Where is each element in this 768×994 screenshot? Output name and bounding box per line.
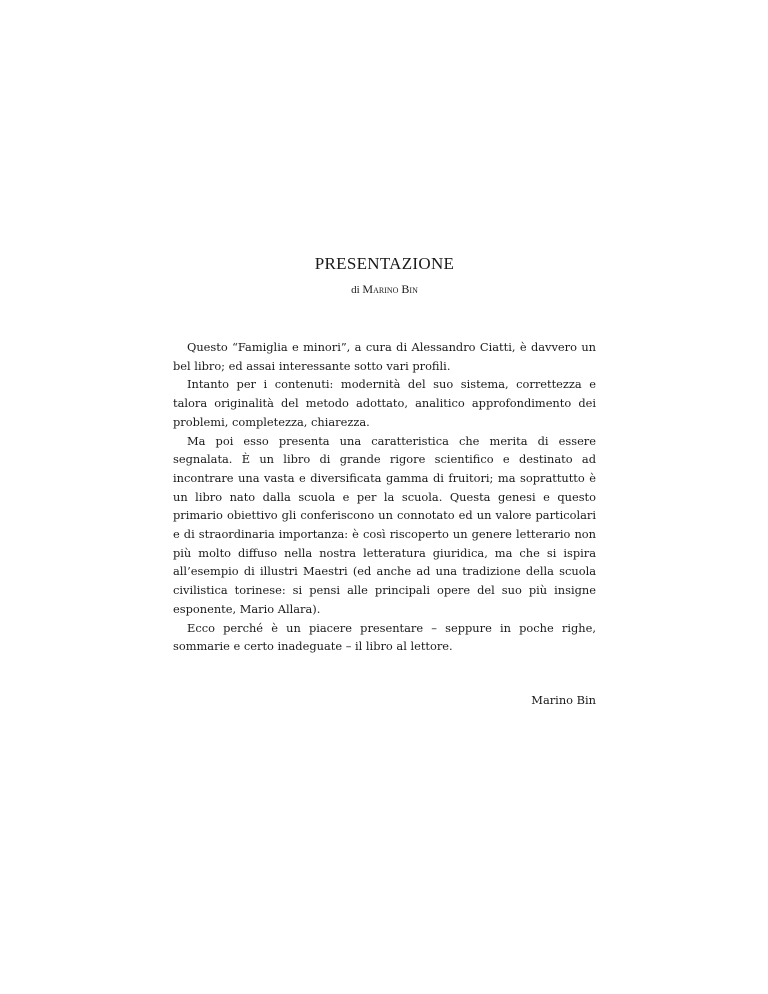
paragraph: Questo “Famiglia e minori”, a cura di Alessandro Ciatti, è davvero un bel libro; ed assai interessante sotto vari profili.: [173, 340, 596, 373]
paragraph: Intanto per i contenuti: modernità del suo sistema, correttezza e talora originalità del metodo adottato, analitico approfondimento dei problemi, completezza, chiarezza.: [173, 377, 596, 429]
document-page: [173, 254, 596, 707]
paragraph: Ecco perché è un piacere presentare – seppure in poche righe, sommarie e certo inadeguate – il libro al lettore.: [173, 620, 596, 654]
byline-author: Marino Bin: [362, 282, 418, 296]
paragraph: Ma poi esso presenta una caratteristica che merita di essere segnalata. È un libro di grande rigore scientifico e destinato ad incontrare una vasta e diversificata gamma di fruitori; ma soprattutto è un libro nato dalla scuola e per la scuola. Questa genesi e questo primario obiettivo gli conferiscono un connotato ed un valore particolari e di straordinaria importanza: è così riscoperto un genere letterario non più molto diffuso nella nostra letteratura giuridica, ma che si ispira all’esempio di illustri Maestri (ed anche ad una tradizione della scuola civilistica torinese: si pensi alle principali opere del suo più insigne esponente, Mario Allara).: [173, 433, 596, 616]
page-title: PRESENTAZIONE: [314, 254, 455, 273]
signature: Marino Bin: [531, 692, 596, 707]
byline: [173, 282, 596, 297]
byline-prefix: di: [351, 284, 363, 296]
body-text: [173, 338, 596, 656]
